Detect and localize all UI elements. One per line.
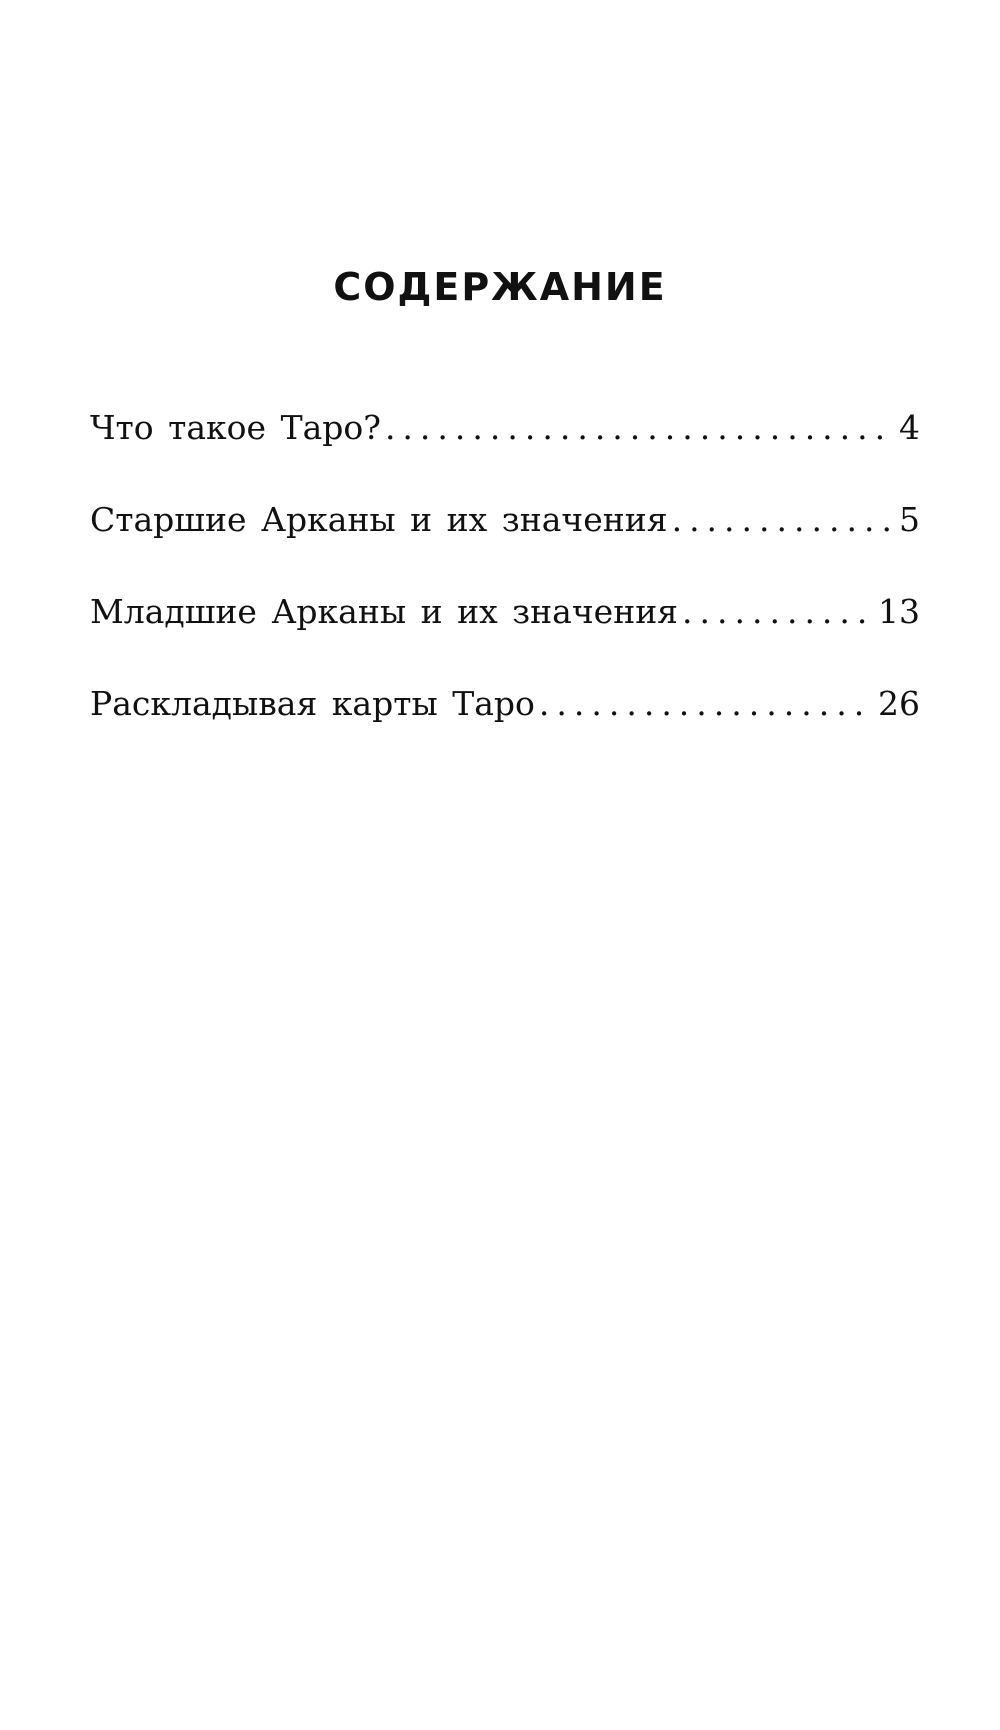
toc-entry-title: Раскладывая карты Таро: [90, 684, 535, 723]
contents-heading: СОДЕРЖАНИЕ: [333, 265, 667, 309]
dot-leader: [672, 500, 893, 539]
toc-entry-title: Старшие Арканы и их значения: [90, 500, 668, 539]
toc-page-number: 4: [899, 408, 920, 447]
toc-page-number: 5: [899, 500, 920, 539]
toc-entry[interactable]: [90, 592, 920, 684]
dot-leader: [385, 408, 893, 447]
dot-leader: [539, 684, 872, 723]
dot-leader: [682, 592, 872, 631]
toc-page-number: 13: [878, 592, 920, 631]
toc-entry-title: Что такое Таро?: [90, 408, 381, 447]
toc-entry-title: Младшие Арканы и их значения: [90, 592, 679, 631]
toc-page-number: 26: [878, 684, 920, 723]
contents-list: [90, 408, 920, 776]
toc-entry[interactable]: [90, 500, 920, 592]
toc-entry[interactable]: [90, 408, 920, 500]
toc-entry[interactable]: [90, 684, 920, 776]
